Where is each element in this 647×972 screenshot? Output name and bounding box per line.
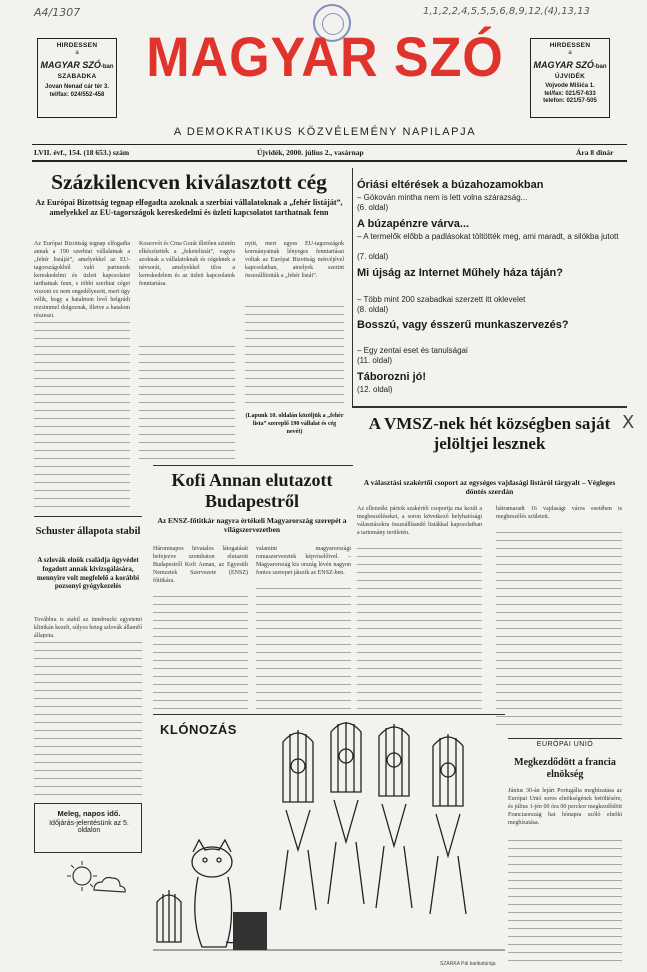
eu-body-cont: [508, 838, 622, 964]
divider: [34, 516, 142, 517]
lead-column-2: Koszovót és Crna Gorát illetően szintén elkészítették a „feketelistát”, vagyis azoknak a vállalatoknak és cégeknek a névsorát, amelyekkel tilos a kereskedelem és az üzleti kapcsolatok fenntartása.: [139, 241, 235, 287]
divider: [508, 738, 622, 739]
lead-note: (Lapunk 10. oldalán közöljük a „fehér lista” szereplő 190 vállalat és cég nevét): [245, 413, 344, 435]
issue-number: LVII. évf., 154. (18 653.) szám: [34, 148, 130, 157]
teaser-sub-2: – A termelők előbb a padlásokat töltötték meg, ami maradt, a silókba jutott: [357, 232, 619, 241]
eu-headline: Megkezdődött a francia elnökség: [514, 757, 616, 780]
schuster-column: Továbbra is stabil az innsbrucki egyetemi klinikán kezelt, súlyos beteg szlovák államfő állapota.: [34, 617, 142, 638]
cartoon-shadow-box: [233, 912, 267, 950]
cartoon-drawing: [153, 722, 505, 970]
divider: [352, 406, 627, 408]
weather-sub: Időjárás-jelentésünk az 5. oldalon: [49, 820, 129, 834]
lead-column-1: Az Európai Bizottság tegnap elfogadta annak a 190 szerbiai vállalatnak a „fehér listáját”, amelyekkel az EU-tagországokból való partnerek kereskedelmi és üzleti kapcsolatot tarthatnak fenn, s többi szerbiai céget viszont ez nem engedélyezett, mert úgy vélik, hogy a hatalmon levő belgrádi rezsimmel dolgoznak, illetve a hatalom részesei.: [34, 241, 130, 319]
cartoon-title: KLÓNOZÁS: [160, 722, 237, 737]
divider: [32, 144, 627, 145]
cartoon-credit: SZARKA Pál karikatúrája: [440, 961, 496, 967]
lead-column-2-body: [139, 344, 235, 464]
weather-box: [34, 803, 142, 853]
teaser-title-4: Bosszú, vagy ésszerű munkaszervezés?: [357, 319, 569, 331]
vmsz-column-2: hátramaradt 16 vajdasági város esetében is megbeszélés született.: [496, 506, 622, 520]
kofi-headline: Kofi Annan elutazott Budapestről: [171, 470, 333, 511]
caged-figure-4: [430, 734, 466, 914]
teaser-sub-4: – Egy zentai eset és tanulságai: [357, 346, 468, 355]
kofi-column-2-body: [256, 586, 351, 710]
schuster-column-body: [34, 640, 142, 800]
eu-section-label: EURÓPAI UNIÓ: [536, 741, 594, 748]
caged-figure-1: [280, 730, 316, 910]
vmsz-column-1: Az ellenzéki pártok szakértői csoportja ma kezdi a megbeszéléseket, a soron következő helyhatósági választásokra összeállítandó listákkal kapcsolatban a tartomány területén.: [357, 506, 482, 536]
vmsz-column-1-body: [357, 546, 482, 716]
teaser-title-3: Mi újság az Internet Műhely háza táján?: [357, 267, 563, 279]
vmsz-headline: A VMSZ-nek hét községben saját jelöltjei lesznek: [368, 414, 611, 453]
teaser-page-4: (11. oldal): [357, 356, 392, 365]
teaser-title-2: A búzapénzre várva...: [357, 218, 470, 230]
masthead-tagline: A DEMOKRATIKUS KÖZVÉLEMÉNY NAPILAPJA: [173, 126, 477, 138]
issue-price: Ára 8 dinár: [576, 148, 614, 157]
birdcage: [157, 890, 181, 942]
right-ad-box: HIRDESSEN a MAGYAR SZÓ-ban ÚJVIDÉK Vojvode Mišića 1. tel/fax: 021/57-633 telefon: 021/57-505: [530, 38, 610, 118]
handwritten-archive-number: A4/1307: [34, 6, 81, 19]
vmsz-deck: A választási szakértői csoport az egységes vajdasági listáról tárgyalt – Végleges döntés szerdán: [363, 478, 616, 497]
lead-deck: Az Európai Bizottság tegnap elfogadta azoknak a szerbiai vállalatoknak a „fehér listáját”, amelyekkel az EU-tagországok kereskedelmi és üzleti kapcsolatot tarthatnak fenn: [35, 198, 343, 217]
divider: [32, 160, 627, 162]
kofi-deck: Az ENSZ-főtitkár nagyra értékeli Magyarország szerepét a világszervezetben: [157, 516, 347, 535]
teaser-title-5: Táborozni jó!: [357, 371, 427, 383]
kofi-column-1-body: [153, 594, 248, 710]
handwritten-page-list: 1,1,2,2,4,5,5,5,6,8,9,12,(4),13,13: [423, 6, 590, 17]
left-ad-box: HIRDESSEN a MAGYAR SZÓ-ban SZABADKA Jovan Nenad cár tér 3. tel/fax: 024/552-458: [37, 38, 117, 118]
schuster-headline: Schuster állapota stabil: [35, 526, 141, 537]
newspaper-masthead: MAGYAR SZÓ: [146, 25, 504, 88]
kofi-column-2: valamint magyarországi romaszervezetek képviselőivel. – Magyarország kis ország lévén nagyon fontos szerepet játszik az ENSZ-ben.: [256, 546, 351, 576]
schuster-deck: A szlovák elnök családja ügyvédet fogadott annak kivizsgálására, mennyire volt megfelelő a korábbi pozsonyi gyógykezelés: [36, 556, 140, 591]
teaser-page-5: (12. oldal): [357, 385, 393, 394]
teaser-page-3: (8. oldal): [357, 305, 389, 314]
sun-cloud-icon: [60, 858, 130, 898]
weather-text: Meleg, napos idő.: [57, 809, 121, 818]
divider: [153, 714, 505, 715]
column-divider: [352, 168, 353, 406]
eu-body: Június 30-án lejárt Portugália megbízatása az Európai Unió soros elnökségének betöltésére, és július 1-jén 00 óra 00 perckor megkezdődött Franciaország hat hónapra szóló elnöki megbízatása.: [508, 788, 622, 826]
lead-column-3: nyitt, mert egyes EU-tagországok kormányainak lényeges fenntartásai voltak az Európai Bizottság mércéjével kapcsolatban, amelyek szerint összeállították a „fehér listát”.: [245, 241, 344, 279]
caged-figure-2: [328, 722, 364, 904]
teaser-sub-1: – Gókován mintha nem is lett volna szárazság...: [357, 193, 528, 202]
issue-date: Újvidék, 2000. július 2., vasárnap: [257, 148, 364, 157]
vmsz-column-2-body: [496, 530, 622, 730]
teaser-page-1: (6. oldal): [357, 203, 389, 212]
lead-column-3-body: [245, 304, 344, 408]
caged-figure-3: [376, 724, 412, 908]
lead-column-1-body: [34, 320, 130, 514]
lead-headline: Százkilencven kiválasztott cég: [51, 170, 327, 194]
kofi-column-1: Háromnapos hivatalos látogatását befejezve szombaton elutazott Budapestről Kofi Annan, az Egyesült Nemzetek Szervezete (ENSZ) főtitkára.: [153, 546, 248, 584]
divider: [153, 465, 353, 466]
teaser-page-2: (7. oldal): [357, 252, 389, 261]
margin-x-mark: X: [622, 412, 635, 433]
teaser-sub-3: – Több mint 200 szabadkai szerzett itt oklevelet: [357, 295, 526, 304]
teaser-title-1: Óriási eltérések a búzahozamokban: [357, 179, 544, 191]
